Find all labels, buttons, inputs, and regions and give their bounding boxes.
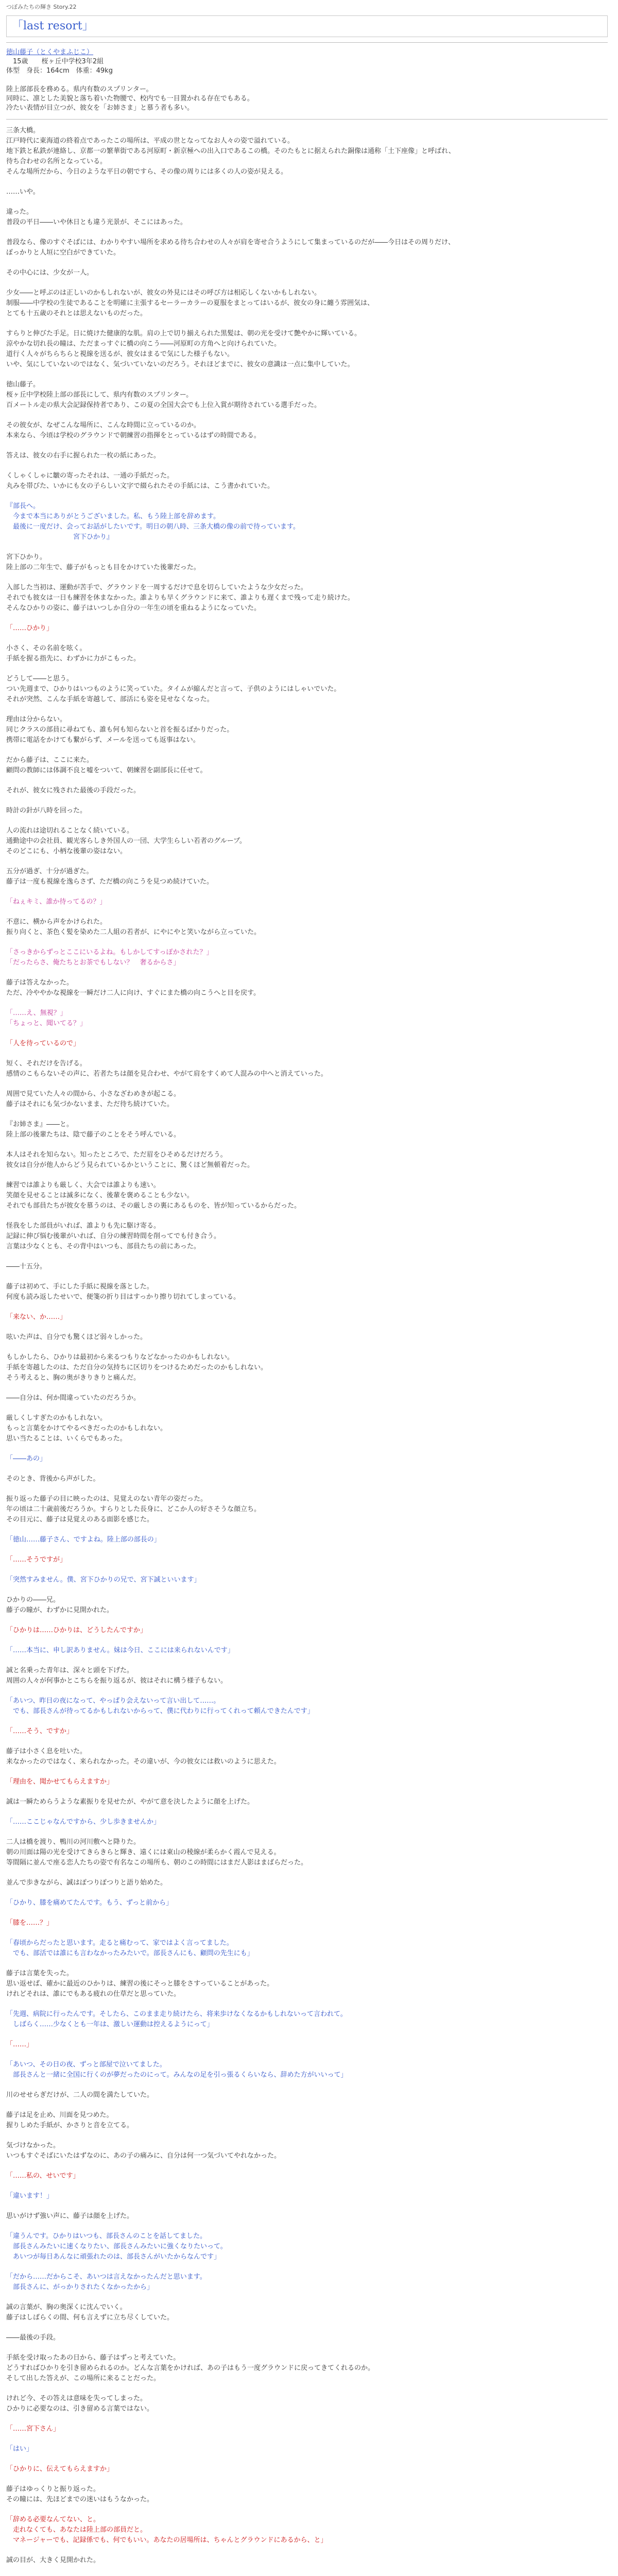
narration-paragraph: 違った。 普段の平日――いや休日とも違う光景が、そこにはあった。 [6, 208, 187, 226]
narration-paragraph: 並んで歩きながら、誠はぽつりぽつりと語り始めた。 [6, 1879, 167, 1887]
dialogue-paragraph: 「春頃からだったと思います。走ると痛むって、家ではよく言ってました。 でも、部活では誰にも言わなかったみたいで。部長さんにも、顧問の先生にも」 [6, 1939, 254, 1957]
narration-paragraph: 普段なら、像のすぐそばには、わかりやすい場所を求める待ち合わせの人々が肩を寄せ合うようにして集まっているのだが――今日はその周りだけ、 ぽっかりと人垣に空白ができていた。 [6, 239, 455, 257]
narration-paragraph: 手紙を受け取ったあの日から、藤子はずっと考えていた。 どうすればひかりを引き留められるのか。どんな言葉をかければ、あの子はもう一度グラウンドに戻ってきてくれるのか。 そして出した答えが、この場所に来ることだった。 [6, 2354, 375, 2382]
character-description: 陸上部部長を務める。県内有数のスプリンター。 同時に、凛とした美貌と落ち着いた物腰で、校内でも一目置かれる存在でもある。 冷たい表情が目立つが、彼女を「お姉さま」と慕う者も多い。 [6, 86, 254, 112]
dialogue-paragraph: 「――あの」 [6, 1455, 47, 1463]
narration-paragraph: くしゃくしゃに皺の寄ったそれは、一通の手紙だった。 丸みを帯びた、いかにも女の子らしい文字で綴られたその手紙には、こう書かれていた。 [6, 472, 274, 490]
dialogue-paragraph: 「ひかりは……ひかりは、どうしたんですか」 [6, 1626, 147, 1634]
character-body-stats: 体型 身長：164cm 体重：49kg [6, 67, 113, 75]
dialogue-paragraph: 「……本当に、申し訳ありません。妹は今日、ここには来られないんです」 [6, 1647, 234, 1654]
dialogue-paragraph: 「突然すみません。僕、宮下ひかりの兄で、宮下誠といいます」 [6, 1576, 201, 1584]
narration-paragraph: 少女――と呼ぶのは正しいのかもしれないが、彼女の外見にはその呼び方は相応しくないかもしれない。 制服――中学校の生徒であることを明確に主張するセーラーカラーの夏服をまとってはいるが、彼女の身に纏う雰囲気は、 とても十五歳のそれとは思えないものだった。 [6, 289, 374, 317]
character-name-link[interactable]: 徳山藤子（とくやまふじこ） [6, 48, 94, 56]
narration-paragraph: 怪我をした部員がいれば、誰よりも先に駆け寄る。 記録に伸び悩む後輩がいれば、自分の練習時間を削ってでも付き合う。 言葉は少なくとも、その背中はいつも、部員たちの前にあった。 [6, 1222, 221, 1250]
narration-paragraph: 徳山藤子。 桜ヶ丘中学校陸上部の部長にして、県内有数のスプリンター。 百メートル走の県大会記録保持者であり、この夏の全国大会でも上位入賞が期待されている選手だった。 [6, 381, 321, 409]
narration-paragraph: だから藤子は、ここに来た。 顧問の教師には体調不良と嘘をついて、朝練習を副部長に任せて。 [6, 756, 207, 774]
narration-paragraph: 二人は橋を渡り、鴨川の河川敷へと降りた。 朝の川面は陽の光を受けてきらきらと輝き、遠くには東山の稜線が柔らかく霞んで見える。 等間隔に並んで座る恋人たちの姿で有名なこの場所も、朝のこの時間にはまだ人影はまばらだった。 [6, 1838, 308, 1867]
dialogue-paragraph: 「先週、病院に行ったんです。そしたら、このまま走り続けたら、将来歩けなくなるかもしれないって言われて。 しばらく……少なくとも一年は、激しい運動は控えるようにって」 [6, 2010, 347, 2028]
narration-paragraph: 周囲で見ていた人々の間から、小さなざわめきが起こる。 藤子はそれにも気づかないまま、ただ待ち続けていた。 [6, 1090, 181, 1108]
dialogue-paragraph: 「ねぇキミ、誰か待ってるの？」 [6, 898, 107, 906]
dialogue-paragraph: 「さっきからずっとここにいるよね。もしかしてすっぽかされた？」 「だったらさ、俺たちとお茶でもしない？ 奢るからさ」 [6, 948, 213, 967]
dialogue-paragraph: 「……え、無視？」 「ちょっと、聞いてる？」 [6, 1009, 87, 1027]
dialogue-paragraph: 「徳山……藤子さん、ですよね。陸上部の部長の」 [6, 1536, 161, 1544]
dialogue-paragraph: 「辞める必要なんてない、と。 走れなくても、あなたは陸上部の部員だと。 マネージャーでも、記録係でも、何でもいい。あなたの居場所は、ちゃんとグラウンドにあるから、と」 [6, 2516, 328, 2544]
narration-paragraph: ひかりの――兄。 藤子の瞳が、わずかに見開かれた。 [6, 1596, 114, 1614]
narration-paragraph: 理由は分からない。 同じクラスの部員に尋ねても、誰も何も知らないと首を振るばかりだった。 携帯に電話をかけても繋がらず、メールを送っても返事はない。 [6, 716, 234, 744]
narration-paragraph: 三条大橋。 江戸時代に東海道の終着点であったこの場所は、平成の世となってなお人々の姿で溢れている。 地下鉄と私鉄が連絡し、京都一の繁華街である河原町・新京極への出入口であるこの橋。そのたもとに据えられた銅像は通称「土下座像」と呼ばれ、 待ち合わせの名所となっている。 そんな場所だから、今日のような平日の朝ですら、その像の周りには多くの人の姿が見える。 [6, 127, 455, 176]
narration-paragraph: すらりと伸びた手足。日に焼けた健康的な肌。肩の上で切り揃えられた黒髪は、朝の光を受けて艶やかに輝いている。 涼やかな切れ長の瞳は、ただまっすぐに橋の向こう――河原町の方角へと向けられていた。 道行く人々がちらちらと視線を送るが、彼女はまるで気にした様子もない。 いや、気にしていないのではなく、気づいていないのだろう。それほどまでに、彼女の意識は一点に集中していた。 [6, 330, 362, 368]
narration-paragraph: 藤子は答えなかった。 ただ、冷ややかな視線を一瞬だけ二人に向け、すぐにまた橋の向こうへと目を戻す。 [6, 979, 260, 997]
narration-paragraph: もしかしたら、ひかりは最初から来るつもりなどなかったのかもしれない。 手紙を寄越したのは、ただ自分の気持ちに区切りをつけるためだったのかもしれない。 そう考えると、胸の奥がきりきりと痛んだ。 [6, 1353, 268, 1382]
dialogue-paragraph: 「あいつ、その日の夜、ずっと部屋で泣いてました。 部長さんと一緒に全国に行くのが夢だったのにって。みんなの足を引っ張るくらいなら、辞めた方がいいって」 [6, 2061, 348, 2079]
narration-paragraph: 答えは、彼女の右手に握られた一枚の紙にあった。 [6, 452, 160, 460]
narration-paragraph: 誠の目が、大きく見開かれた。 [6, 2556, 100, 2564]
narration-paragraph: 練習では誰よりも厳しく、大会では誰よりも速い。 笑顔を見せることは滅多になく、後輩を褒めることも少ない。 それでも部員たちが彼女を慕うのは、その厳しさの裏にあるものを、皆が知っているからだった。 [6, 1181, 301, 1210]
dialogue-paragraph: 「膝を……？」 [6, 1919, 54, 1927]
narration-paragraph: 人の流れは途切れることなく続いている。 通勤途中の会社員、観光客らしき外国人の一団、大学生らしい若者のグループ。 そのどこにも、小柄な後輩の姿はない。 [6, 827, 246, 855]
narration-paragraph: どうして――と思う。 つい先週まで、ひかりはいつものように笑っていた。タイムが縮んだと言って、子供のようにはしゃいでいた。 それが突然、こんな手紙を寄越して、部活にも姿を見せなくなった。 [6, 675, 341, 703]
narration-paragraph: 気づけなかった。 いつもすぐそばにいたはずなのに、あの子の痛みに、自分は何一つ気づいてやれなかった。 [6, 2142, 281, 2160]
dialogue-paragraph: 「……そうですが」 [6, 1556, 67, 1564]
narration-paragraph: 藤子は足を止め、川面を見つめた。 握りしめた手紙が、かさりと音を立てる。 [6, 2111, 134, 2129]
narration-paragraph: 本人はそれを知らない。知ったところで、ただ眉をひそめるだけだろう。 彼女は自分が他人からどう見られているかということに、驚くほど無頓着だった。 [6, 1151, 254, 1169]
narration-paragraph: それが、彼女に残された最後の手段だった。 [6, 787, 141, 794]
story-body [6, 126, 608, 2576]
dialogue-paragraph: 『部長へ。 今まで本当にありがとうございました。私、もう陸上部を辞めます。 最後に一度だけ、会ってお話がしたいです。明日の朝八時、三条大橋の像の前で待っています。 宮下ひかり』 [6, 502, 300, 541]
dialogue-paragraph: 「ひかり、膝を痛めてたんです。もう、ずっと前から」 [6, 1899, 173, 1907]
story-title-box [6, 15, 608, 37]
narration-paragraph: 不意に、横から声をかけられた。 振り向くと、茶色く髪を染めた二人組の若者が、にやにやと笑いながら立っていた。 [6, 918, 261, 936]
narration-paragraph: けれど今、その答えは意味を失ってしまった。 ひかりに必要なのは、引き留める言葉ではない。 [6, 2395, 154, 2413]
dialogue-paragraph: 「……そう、ですか」 [6, 1727, 74, 1735]
narration-paragraph: ……いや。 [6, 188, 40, 196]
narration-paragraph: 川のせせらぎだけが、二人の間を満たしていた。 [6, 2091, 154, 2099]
header-divider [6, 42, 608, 43]
narration-paragraph: 誠の言葉が、胸の奥深くに沈んでいく。 藤子はしばらくの間、何も言えずに立ち尽くしていた。 [6, 2303, 174, 2321]
narration-paragraph: 時計の針が八時を回った。 [6, 807, 87, 815]
dialogue-paragraph: 「だから……だからこそ、あいつは言えなかったんだと思います。 部長さんに、がっかりされたくなかったから」 [6, 2273, 207, 2291]
dialogue-paragraph: 「来ない、か……」 [6, 1313, 67, 1321]
dialogue-paragraph: 「ひかりに、伝えてもらえますか」 [6, 2465, 114, 2473]
narration-paragraph: 振り返った藤子の目に映ったのは、見覚えのない青年の姿だった。 年の頃は二十歳前後だろうか。すらりとした長身に、どこか人の好さそうな顔立ち。 その目元に、藤子は見覚えのある面影を感じた。 [6, 1495, 261, 1523]
narration-paragraph: その中心には、少女が一人。 [6, 269, 94, 277]
character-age-class: 15歳 桜ヶ丘中学校3年2組 [6, 58, 104, 65]
narration-paragraph: 『お姉さま』――と。 陸上部の後輩たちは、陰で藤子のことをそう呼んでいる。 [6, 1121, 181, 1139]
narration-paragraph: 藤子はゆっくりと振り返った。 その瞳には、先ほどまでの迷いはもうなかった。 [6, 2485, 154, 2503]
narration-paragraph: ――最後の手段。 [6, 2334, 60, 2342]
dialogue-paragraph: 「あいつ、昨日の夜になって、やっぱり会えないって言い出して……。 でも、部長さんが待ってるかもしれないからって、僕に代わりに行ってくれって頼んできたんです」 [6, 1697, 314, 1715]
narration-paragraph: 藤子は小さく息を吐いた。 来なかったのではなく、来られなかった。その違いが、今の彼女には救いのように思えた。 [6, 1748, 281, 1766]
narration-paragraph: そのとき、背後から声がした。 [6, 1475, 100, 1483]
narration-paragraph: 誠は一瞬ためらうような素振りを見せたが、やがて意を決したように顔を上げた。 [6, 1798, 254, 1806]
narration-paragraph: ――十五分。 [6, 1263, 47, 1270]
narration-paragraph: 入部した当初は、運動が苦手で、グラウンドを一周するだけで息を切らしていたような少女だった。 それでも彼女は一日も練習を休まなかった。誰よりも早くグラウンドに来て、誰よりも遅くまで残って走り続けた。 そんなひかりの姿に、藤子はいつしか自分の一年生の頃を重ねるようになっていた。 [6, 584, 354, 612]
narration-paragraph: ――自分は、何か間違っていたのだろうか。 [6, 1394, 141, 1402]
narration-paragraph: 思いがけず強い声に、藤子は顔を上げた。 [6, 2212, 134, 2220]
dialogue-paragraph: 「違います！」 [6, 2192, 54, 2200]
story-title: 「last resort」 [12, 20, 94, 32]
dialogue-paragraph: 「……ここじゃなんですから、少し歩きませんか」 [6, 1818, 161, 1826]
dialogue-paragraph: 「はい」 [6, 2445, 33, 2453]
dialogue-paragraph: 「違うんです。ひかりはいつも、部長さんのことを話してました。 部長さんみたいに速くなりたい、部長さんみたいに強くなりたいって。 あいつが毎日あんなに頑張れたのは、部長さんがいたからなんです」 [6, 2232, 227, 2261]
dialogue-paragraph: 「……私の、せいです」 [6, 2172, 80, 2180]
narration-paragraph: 藤子は初めて、手にした手紙に視線を落とした。 何度も読み返したせいで、便箋の折り目はすっかり擦り切れてしまっている。 [6, 1283, 240, 1301]
narration-paragraph: 短く、それだけを告げる。 感情のこもらないその声に、若者たちは顔を見合わせ、やがて肩をすくめて人混みの中へと消えていった。 [6, 1060, 328, 1078]
dialogue-paragraph: 「理由を、聞かせてもらえますか」 [6, 1778, 114, 1786]
dialogue-paragraph: 「……宮下さん」 [6, 2425, 60, 2433]
narration-paragraph: 厳しくしすぎたのかもしれない。 もっと言葉をかけてやるべきだったのかもしれない。 思い当たることは、いくらでもあった。 [6, 1414, 167, 1443]
narration-paragraph: 宮下ひかり。 陸上部の二年生で、藤子がもっとも目をかけていた後輩だった。 [6, 553, 200, 571]
narration-paragraph: 誠と名乗った青年は、深々と頭を下げた。 周囲の人々が何事かとこちらを振り返るが、彼はそれに構う様子もない。 [6, 1667, 228, 1685]
narration-paragraph: その彼女が、なぜこんな場所に、こんな時間に立っているのか。 本来なら、今頃は学校のグラウンドで朝練習の指揮をとっているはずの時間である。 [6, 421, 261, 439]
dialogue-paragraph: 「人を待っているので」 [6, 1040, 80, 1047]
site-title: つぼみたちの輝き Story.22 [6, 4, 77, 10]
dialogue-paragraph: 「……」 [6, 2041, 33, 2048]
profile-divider [6, 119, 608, 120]
narration-paragraph: 小さく、その名前を呟く。 手紙を握る指先に、わずかに力がこもった。 [6, 645, 141, 663]
narration-paragraph: 藤子は言葉を失った。 思い返せば、確かに最近のひかりは、練習の後にそっと膝をさすっていることがあった。 けれどそれは、誰にでもある疲れの仕草だと思っていた。 [6, 1970, 274, 1998]
dialogue-paragraph: 「……ひかり」 [6, 624, 54, 632]
narration-paragraph: 呟いた声は、自分でも驚くほど弱々しかった。 [6, 1333, 147, 1341]
character-profile [6, 48, 608, 113]
narration-paragraph: 五分が過ぎ、十分が過ぎた。 藤子は一度も視線を逸らさず、ただ橋の向こうを見つめ続けていた。 [6, 868, 213, 886]
